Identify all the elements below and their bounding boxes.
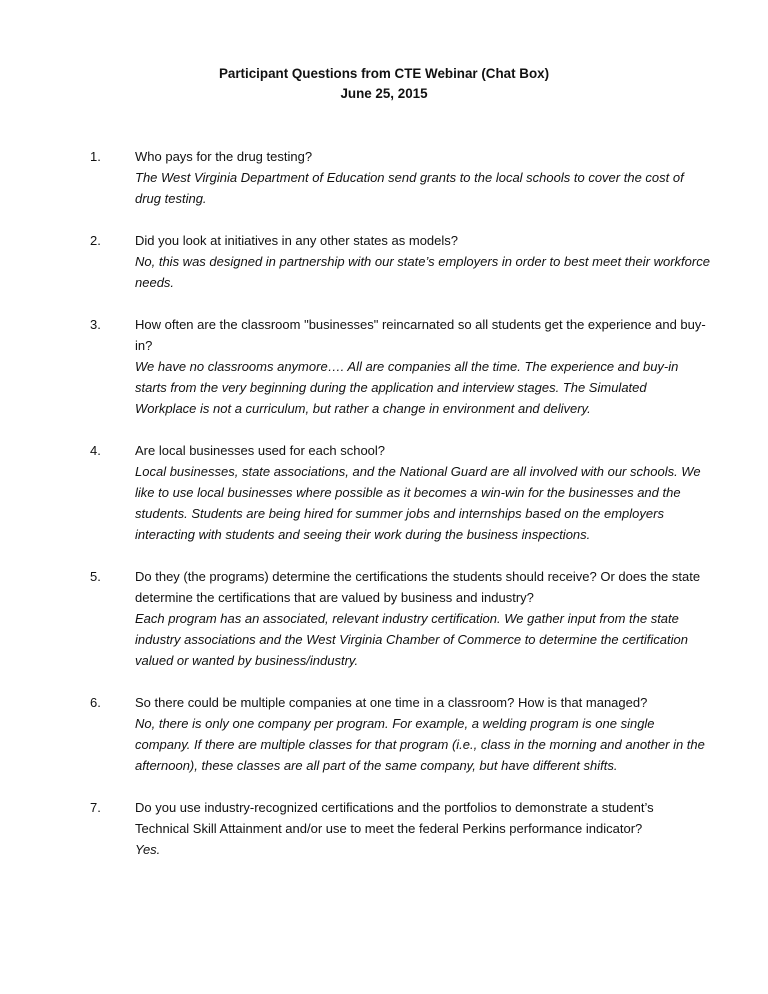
answer-text: Yes. xyxy=(135,842,161,857)
item-number: 2. xyxy=(90,233,101,248)
item-number: 5. xyxy=(90,569,101,584)
qa-item-5 xyxy=(90,566,710,671)
qa-item-6 xyxy=(90,692,710,776)
question-text: Do they (the programs) determine the certifications the students should receive? Or does the state determine the certifications that are valued by business and industry? xyxy=(135,569,701,605)
item-number: 7. xyxy=(90,800,101,815)
item-number: 4. xyxy=(90,443,101,458)
question-text: Did you look at initiatives in any other states as models? xyxy=(135,233,459,248)
qa-item-4 xyxy=(90,440,710,545)
document-header xyxy=(0,64,768,104)
answer-text: Each program has an associated, relevant industry certification. We gather input from the state industry associations and the West Virginia Chamber of Commerce to determine the certification valued or wanted by business/industry. xyxy=(135,611,689,668)
document-title: Participant Questions from CTE Webinar (Chat Box) xyxy=(218,66,550,81)
answer-text: We have no classrooms anymore…. All are companies all the time. The experience and buy-in starts from the very beginning during the application and interview stages. The Simulated Workplace is not a curriculum, but rather a change in environment and delivery. xyxy=(135,359,679,416)
answer-text: No, there is only one company per program. For example, a welding program is one single company. If there are multiple classes for that program (i.e., class in the morning and another in the afternoon), these classes are all part of the same company, but have different shifts. xyxy=(135,716,705,773)
document-date: June 25, 2015 xyxy=(340,86,428,101)
qa-list xyxy=(90,146,710,881)
answer-text: Local businesses, state associations, and the National Guard are all involved with our schools. We like to use local businesses where possible as it becomes a win-win for the businesses and the students. Students are being hired for summer jobs and internships based on the employers interacting with students and seeing their work during the business inspections. xyxy=(135,464,701,542)
question-text: Who pays for the drug testing? xyxy=(135,149,313,164)
item-number: 3. xyxy=(90,317,101,332)
qa-item-2 xyxy=(90,230,710,293)
answer-text: No, this was designed in partnership with our state’s employers in order to best meet their workforce needs. xyxy=(135,254,710,290)
question-text: How often are the classroom "businesses" reincarnated so all students get the experience and buy-in? xyxy=(135,317,706,353)
qa-item-1 xyxy=(90,146,710,209)
item-number: 6. xyxy=(90,695,101,710)
qa-item-3 xyxy=(90,314,710,419)
question-text: Are local businesses used for each school? xyxy=(135,443,386,458)
question-text: Do you use industry-recognized certifications and the portfolios to demonstrate a student’s Technical Skill Attainment and/or use to meet the federal Perkins performance indicator? xyxy=(135,800,654,836)
answer-text: The West Virginia Department of Education send grants to the local schools to cover the cost of drug testing. xyxy=(135,170,684,206)
question-text: So there could be multiple companies at one time in a classroom? How is that managed? xyxy=(135,695,648,710)
item-number: 1. xyxy=(90,149,101,164)
qa-item-7 xyxy=(90,797,710,860)
